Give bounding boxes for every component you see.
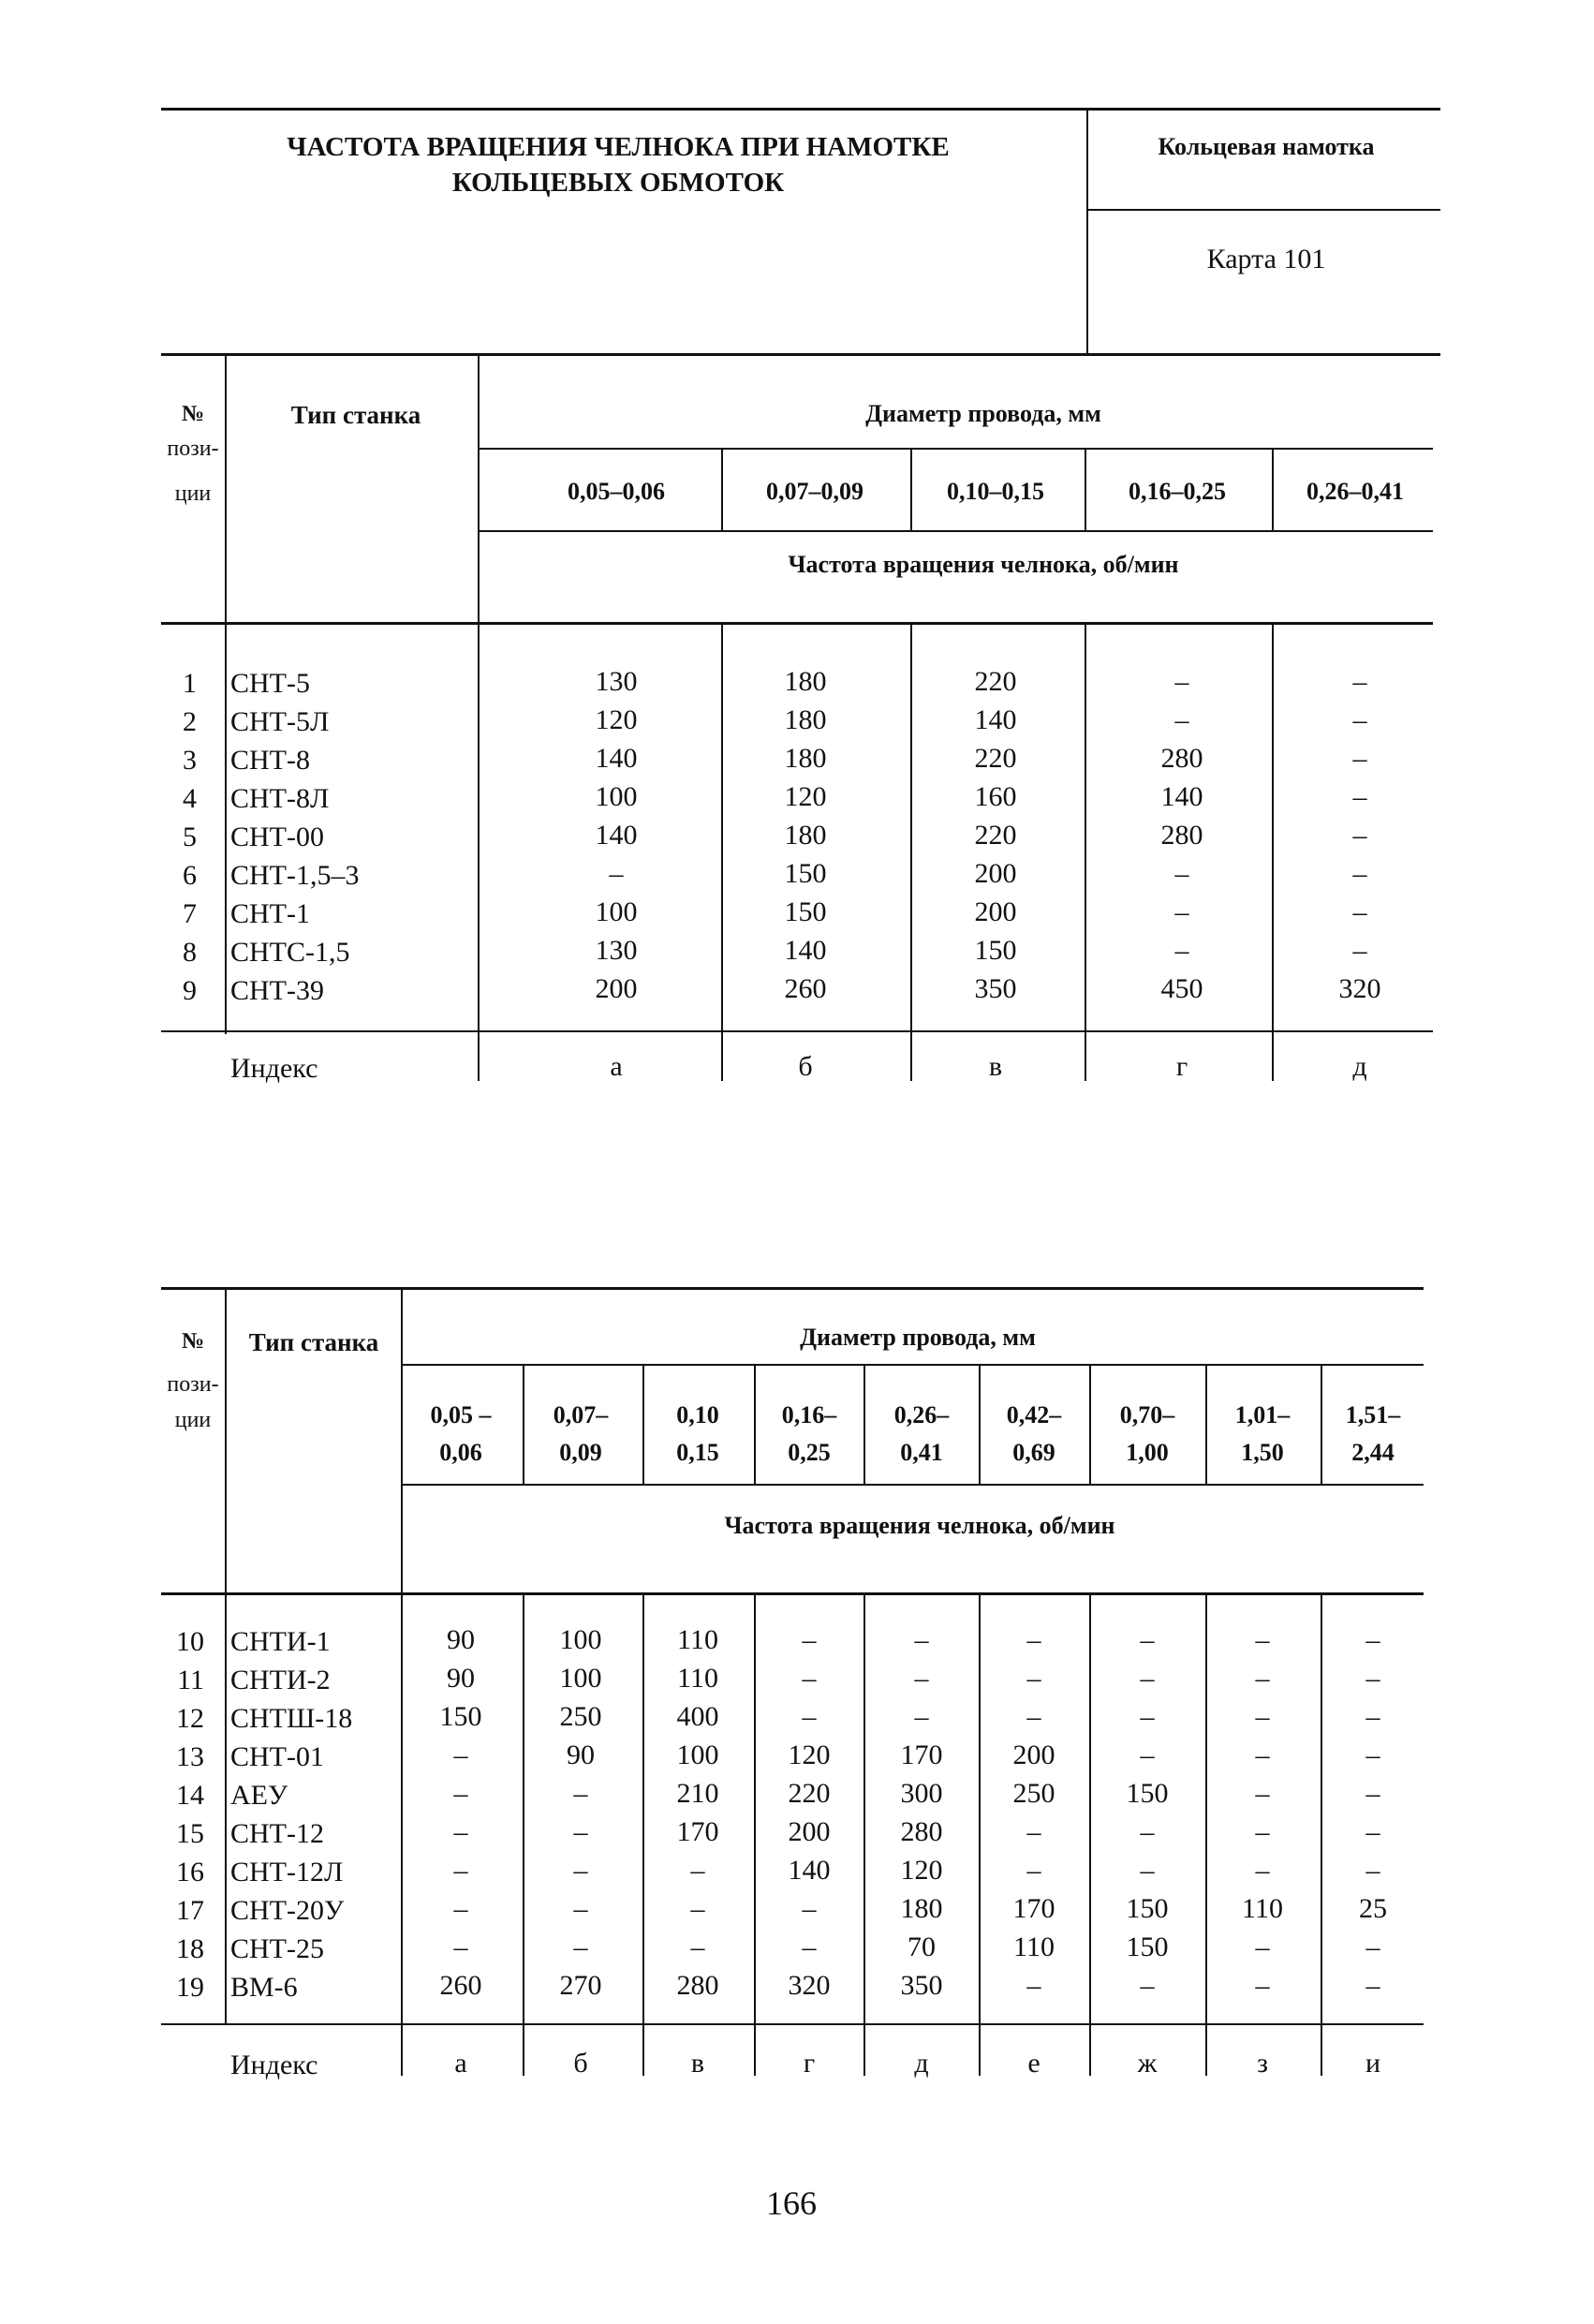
machine-type: СНТ-12 <box>230 1818 324 1849</box>
cell-value: 320 <box>1338 973 1381 1004</box>
index-letter: б <box>798 1051 813 1082</box>
cell-value: – <box>453 1893 468 1924</box>
index-letter: в <box>690 2048 705 2079</box>
index-letter: ж <box>1137 2048 1158 2079</box>
cell-value: – <box>453 1739 468 1770</box>
cell-value: 150 <box>1126 1932 1169 1962</box>
row-number: 11 <box>177 1665 204 1695</box>
cell-value: 170 <box>900 1739 943 1770</box>
cell-value: 100 <box>559 1624 602 1655</box>
cell-value: – <box>1026 1663 1041 1694</box>
diameter-from: 0,07– <box>553 1401 609 1428</box>
diameter-to: 1,00 <box>1126 1439 1169 1466</box>
diameter-from: 0,42– <box>1006 1401 1062 1428</box>
cell-value: 110 <box>1013 1932 1055 1962</box>
cell-value: 100 <box>595 781 638 812</box>
cell-value: 90 <box>567 1739 595 1770</box>
cell-value: 140 <box>595 743 638 774</box>
cell-value: 120 <box>788 1739 831 1770</box>
machine-type: ВМ-6 <box>230 1972 298 2003</box>
cell-value: – <box>1174 704 1189 735</box>
cell-value: – <box>914 1701 929 1732</box>
row-number: 8 <box>183 937 197 968</box>
cell-value: – <box>1140 1855 1155 1886</box>
cell-value: – <box>1255 1970 1270 2001</box>
diameter-from: 1,01– <box>1234 1401 1291 1428</box>
cell-value: – <box>802 1893 817 1924</box>
cell-value: 150 <box>1126 1778 1169 1809</box>
cell-value: – <box>1174 666 1189 697</box>
cell-value: 200 <box>788 1816 831 1847</box>
row-number: 13 <box>176 1741 204 1772</box>
row-number: 5 <box>183 822 197 852</box>
cell-value: 200 <box>974 896 1017 927</box>
cell-value: – <box>1255 1816 1270 1847</box>
diameter-header: Диаметр провода, мм <box>865 400 1101 427</box>
cell-value: – <box>1255 1778 1270 1809</box>
page-title-line1: ЧАСТОТА ВРАЩЕНИЯ ЧЕЛНОКА ПРИ НАМОТКЕ <box>287 132 950 162</box>
row-number: 10 <box>176 1626 204 1657</box>
cell-value: 110 <box>1242 1893 1283 1924</box>
diameter-from: 0,16– <box>781 1401 837 1428</box>
machine-type: СНТИ-1 <box>230 1626 331 1657</box>
cell-value: – <box>573 1893 588 1924</box>
cell-value: 120 <box>595 704 638 735</box>
cell-value: 110 <box>677 1624 718 1655</box>
cell-value: – <box>1026 1855 1041 1886</box>
machine-type: СНТ-01 <box>230 1741 324 1772</box>
cell-value: – <box>1352 666 1367 697</box>
diameter-col: 0,10–0,15 <box>947 478 1044 505</box>
cell-value: 150 <box>974 935 1017 966</box>
col-type-label: Тип станка <box>290 401 421 429</box>
diameter-to: 0,15 <box>676 1439 719 1466</box>
cell-value: – <box>1365 1624 1380 1655</box>
cell-value: 270 <box>559 1970 602 2001</box>
diameter-col: 0,16–0,25 <box>1129 478 1226 505</box>
index-letter: б <box>573 2048 588 2079</box>
col-num-label-1: № <box>181 1329 205 1354</box>
cell-value: – <box>1352 820 1367 851</box>
machine-type: АЕУ <box>230 1780 288 1811</box>
row-number: 19 <box>176 1972 204 2003</box>
machine-type: СНТ-12Л <box>230 1857 344 1887</box>
col-num-label-2: пози- <box>167 437 219 461</box>
cell-value: – <box>1255 1932 1270 1962</box>
row-number: 1 <box>183 668 197 699</box>
cell-value: – <box>1365 1970 1380 2001</box>
machine-type: СНТ-5Л <box>230 706 330 737</box>
row-number: 18 <box>176 1933 204 1964</box>
cell-value: 220 <box>974 666 1017 697</box>
diameter-to: 0,25 <box>788 1439 831 1466</box>
machine-type: СНТ-20У <box>230 1895 345 1926</box>
cell-value: 90 <box>447 1663 475 1694</box>
machine-type: СНТ-5 <box>230 668 310 699</box>
cell-value: – <box>1365 1932 1380 1962</box>
cell-value: 200 <box>974 858 1017 889</box>
row-number: 16 <box>176 1857 204 1887</box>
cell-value: 140 <box>784 935 827 966</box>
cell-value: 220 <box>974 820 1017 851</box>
cell-value: – <box>1352 781 1367 812</box>
cell-value: 140 <box>788 1855 831 1886</box>
cell-value: 180 <box>784 820 827 851</box>
cell-value: 150 <box>784 858 827 889</box>
index-letter: д <box>914 2048 929 2079</box>
cell-value: 180 <box>784 704 827 735</box>
cell-value: 260 <box>784 973 827 1004</box>
cell-value: – <box>609 858 624 889</box>
cell-value: 140 <box>974 704 1017 735</box>
machine-type: СНТ-00 <box>230 822 324 852</box>
cell-value: 260 <box>439 1970 482 2001</box>
machine-type: СНТ-1,5–3 <box>230 860 360 891</box>
cell-value: – <box>1140 1663 1155 1694</box>
cell-value: – <box>573 1778 588 1809</box>
frequency-header: Частота вращения челнока, об/мин <box>788 551 1179 578</box>
index-letter: г <box>803 2048 816 2079</box>
cell-value: – <box>1352 896 1367 927</box>
cell-value: – <box>1140 1816 1155 1847</box>
cell-value: 210 <box>676 1778 719 1809</box>
cell-value: 280 <box>676 1970 719 2001</box>
cell-value: 200 <box>595 973 638 1004</box>
cell-value: 280 <box>900 1816 943 1847</box>
cell-value: – <box>802 1701 817 1732</box>
cell-value: 400 <box>676 1701 719 1732</box>
machine-type: СНТ-1 <box>230 898 310 929</box>
cell-value: 150 <box>784 896 827 927</box>
cell-value: – <box>1174 858 1189 889</box>
cell-value: – <box>1174 896 1189 927</box>
machine-type: СНТ-8Л <box>230 783 330 814</box>
index-letter: в <box>988 1051 1003 1082</box>
diameter-col: 0,26–0,41 <box>1306 478 1404 505</box>
col-num-label-3: ции <box>174 481 212 506</box>
cell-value: – <box>1140 1701 1155 1732</box>
frequency-header: Частота вращения челнока, об/мин <box>724 1512 1115 1539</box>
cell-value: – <box>1255 1739 1270 1770</box>
index-letter: д <box>1352 1051 1367 1082</box>
cell-value: – <box>1365 1701 1380 1732</box>
diameter-from: 0,26– <box>893 1401 950 1428</box>
cell-value: 170 <box>1012 1893 1055 1924</box>
row-number: 17 <box>176 1895 204 1926</box>
diameter-from: 0,10 <box>676 1401 719 1428</box>
cell-value: 160 <box>974 781 1017 812</box>
index-label: Индекс <box>230 2050 318 2080</box>
row-number: 12 <box>176 1703 204 1734</box>
col-num-label-1: № <box>181 402 205 426</box>
cell-value: 450 <box>1160 973 1203 1004</box>
cell-value: 250 <box>1012 1778 1055 1809</box>
cell-value: 110 <box>677 1663 718 1694</box>
diameter-to: 0,69 <box>1012 1439 1055 1466</box>
cell-value: 25 <box>1359 1893 1387 1924</box>
cell-value: – <box>1255 1701 1270 1732</box>
cell-value: – <box>802 1663 817 1694</box>
row-number: 4 <box>183 783 197 814</box>
cell-value: 120 <box>784 781 827 812</box>
index-letter: а <box>610 1051 623 1082</box>
cell-value: – <box>1352 858 1367 889</box>
row-number: 2 <box>183 706 197 737</box>
cell-value: 100 <box>559 1663 602 1694</box>
cell-value: – <box>1026 1816 1041 1847</box>
cell-value: – <box>1255 1624 1270 1655</box>
card-number: Карта 101 <box>1206 244 1326 274</box>
diameter-from: 0,05 – <box>430 1401 492 1428</box>
diameter-to: 2,44 <box>1351 1439 1395 1466</box>
machine-type: СНТИ-2 <box>230 1665 331 1695</box>
diameter-header: Диаметр провода, мм <box>800 1324 1036 1351</box>
cell-value: – <box>573 1816 588 1847</box>
page-number: 166 <box>766 2184 817 2222</box>
cell-value: – <box>1026 1970 1041 2001</box>
index-letter: и <box>1365 2048 1381 2079</box>
col-type-label: Тип станка <box>248 1328 379 1356</box>
cell-value: – <box>1140 1970 1155 2001</box>
cell-value: 90 <box>447 1624 475 1655</box>
cell-value: 70 <box>908 1932 936 1962</box>
cell-value: 150 <box>439 1701 482 1732</box>
machine-type: СНТШ-18 <box>230 1703 353 1734</box>
cell-value: – <box>914 1663 929 1694</box>
cell-value: 350 <box>974 973 1017 1004</box>
cell-value: 140 <box>595 820 638 851</box>
cell-value: – <box>1365 1663 1380 1694</box>
cell-value: – <box>453 1816 468 1847</box>
cell-value: – <box>1352 704 1367 735</box>
row-number: 7 <box>183 898 197 929</box>
cell-value: – <box>1255 1855 1270 1886</box>
machine-type: СНТС-1,5 <box>230 937 350 968</box>
cell-value: 220 <box>788 1778 831 1809</box>
cell-value: 130 <box>595 666 638 697</box>
diameter-to: 1,50 <box>1241 1439 1284 1466</box>
cell-value: 150 <box>1126 1893 1169 1924</box>
diameter-to: 0,06 <box>439 1439 482 1466</box>
cell-value: 280 <box>1160 743 1203 774</box>
page-title-line2: КОЛЬЦЕВЫХ ОБМОТОК <box>451 168 785 198</box>
cell-value: 250 <box>559 1701 602 1732</box>
diameter-col: 0,07–0,09 <box>766 478 863 505</box>
cell-value: – <box>690 1932 705 1962</box>
cell-value: – <box>1026 1701 1041 1732</box>
col-num-label-3: ции <box>174 1408 212 1432</box>
cell-value: 100 <box>676 1739 719 1770</box>
cell-value: – <box>802 1624 817 1655</box>
cell-value: – <box>453 1778 468 1809</box>
cell-value: – <box>914 1624 929 1655</box>
cell-value: – <box>1365 1778 1380 1809</box>
cell-value: 180 <box>784 743 827 774</box>
cell-value: – <box>1365 1739 1380 1770</box>
cell-value: – <box>573 1932 588 1962</box>
cell-value: – <box>1140 1624 1155 1655</box>
cell-value: – <box>453 1855 468 1886</box>
cell-value: 280 <box>1160 820 1203 851</box>
cell-value: – <box>453 1932 468 1962</box>
cell-value: 140 <box>1160 781 1203 812</box>
cell-value: 170 <box>676 1816 719 1847</box>
index-letter: з <box>1257 2048 1268 2079</box>
cell-value: – <box>573 1855 588 1886</box>
index-letter: е <box>1027 2048 1041 2079</box>
diameter-to: 0,09 <box>559 1439 602 1466</box>
cell-value: – <box>1174 935 1189 966</box>
diameter-from: 0,70– <box>1119 1401 1175 1428</box>
index-label: Индекс <box>230 1053 318 1084</box>
cell-value: – <box>1352 935 1367 966</box>
cell-value: – <box>1365 1816 1380 1847</box>
cell-value: – <box>1365 1855 1380 1886</box>
cell-value: – <box>1140 1739 1155 1770</box>
section-label: Кольцевая намотка <box>1158 133 1375 160</box>
row-number: 9 <box>183 975 197 1006</box>
diameter-to: 0,41 <box>900 1439 943 1466</box>
diameter-col: 0,05–0,06 <box>568 478 665 505</box>
cell-value: – <box>802 1932 817 1962</box>
cell-value: 100 <box>595 896 638 927</box>
machine-type: СНТ-8 <box>230 745 310 776</box>
row-number: 3 <box>183 745 197 776</box>
index-letter: а <box>454 2048 467 2079</box>
row-number: 15 <box>176 1818 204 1849</box>
cell-value: 180 <box>784 666 827 697</box>
cell-value: 220 <box>974 743 1017 774</box>
row-number: 6 <box>183 860 197 891</box>
cell-value: 300 <box>900 1778 943 1809</box>
diameter-from: 1,51– <box>1345 1401 1401 1428</box>
cell-value: 130 <box>595 935 638 966</box>
cell-value: – <box>1352 743 1367 774</box>
cell-value: – <box>690 1893 705 1924</box>
cell-value: 320 <box>788 1970 831 2001</box>
cell-value: 200 <box>1012 1739 1055 1770</box>
row-number: 14 <box>176 1780 204 1811</box>
cell-value: 180 <box>900 1893 943 1924</box>
cell-value: – <box>690 1855 705 1886</box>
machine-type: СНТ-25 <box>230 1933 324 1964</box>
col-num-label-2: пози- <box>167 1372 219 1397</box>
cell-value: – <box>1026 1624 1041 1655</box>
cell-value: – <box>1255 1663 1270 1694</box>
cell-value: 120 <box>900 1855 943 1886</box>
cell-value: 350 <box>900 1970 943 2001</box>
index-letter: г <box>1175 1051 1188 1082</box>
machine-type: СНТ-39 <box>230 975 324 1006</box>
